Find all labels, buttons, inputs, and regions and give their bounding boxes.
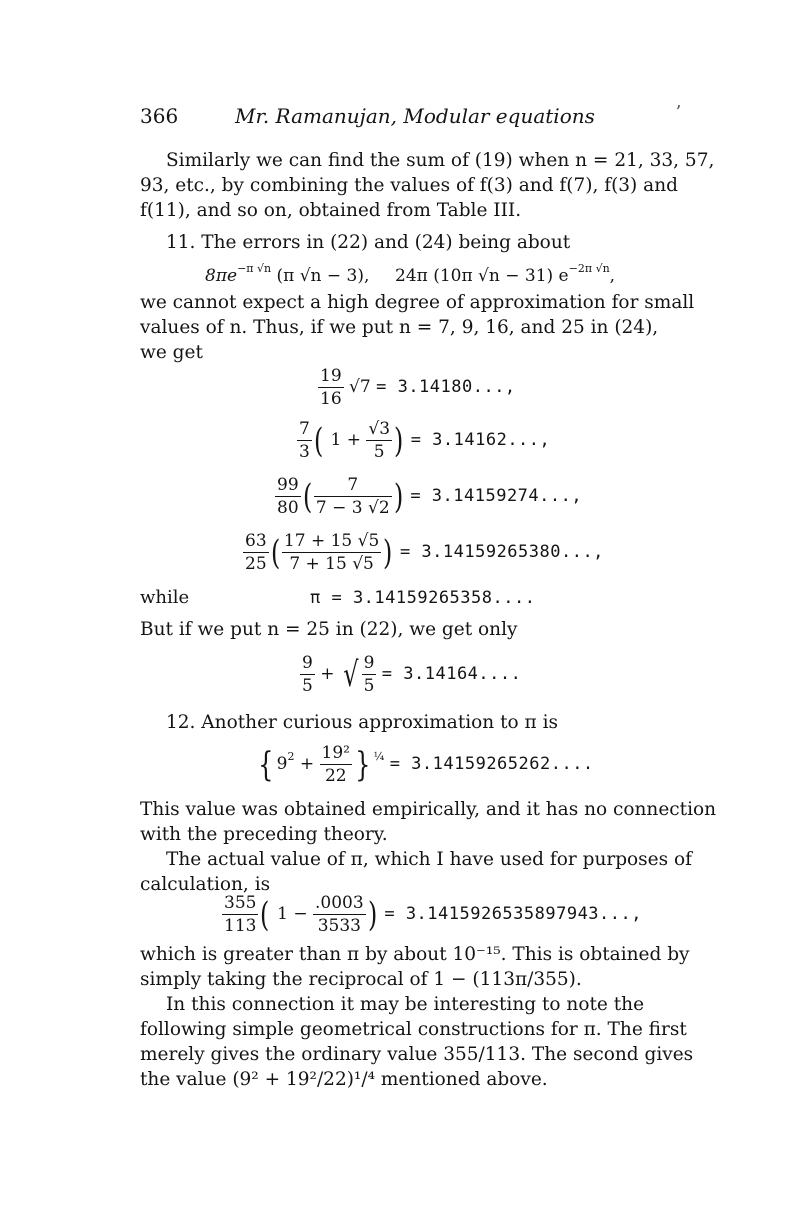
paragraph-similarly (140, 148, 715, 223)
equation-19-16-root7 (318, 365, 516, 410)
right-paren: ) (394, 420, 404, 461)
left-paren: ( (260, 894, 270, 935)
page-number: 366 (140, 104, 179, 128)
text-line: which is greater than π by about 10⁻¹⁵. This is obtained by (140, 944, 690, 965)
text-line: with the preceding theory. (140, 824, 388, 845)
text-line: calculation, is (140, 874, 271, 895)
text-line: f(11), and so on, obtained from Table III. (140, 200, 522, 221)
exponent: 2 (287, 750, 295, 763)
equation-value: = 3.14164.... (381, 664, 522, 684)
fraction: $\frac{\text{19²}}{22}$ (321, 743, 350, 786)
section-12-conclusion (140, 942, 694, 1092)
fraction: $\frac{17 + 15 √5}{7 + 15 √5}$ (283, 531, 380, 574)
margin-mark: ʼ (675, 102, 681, 123)
text-line: 93, etc., by combining the values of f(3) and f(7), f(3) and (140, 175, 678, 196)
text-line: 11. The errors in (22) and (24) being about (166, 232, 571, 253)
right-brace: } (355, 744, 371, 785)
text-line: Similarly we can find the sum of (19) when n = 21, 33, 57, (166, 150, 715, 171)
sqrt-term: √7 (349, 377, 371, 397)
equation-value: = 3.14180..., (376, 377, 516, 397)
section-11-body (140, 290, 695, 365)
left-paren: ( (302, 476, 312, 517)
text-line: But if we put n = 25 in (22), we get only (140, 619, 518, 640)
plus-sign: + (320, 664, 335, 684)
fraction: $\frac{7}{7 - 3 √2}$ (315, 475, 390, 518)
left-paren: ( (313, 420, 324, 461)
error-left-base: 8πe (205, 266, 238, 286)
error-left-tail: (π √n − 3), (276, 266, 370, 286)
fraction: $\frac{63}{25}$ (245, 531, 267, 574)
term-9: 9 (276, 754, 288, 774)
fraction: $\frac{99}{80}$ (277, 475, 299, 518)
radical-sign: √ (343, 654, 359, 695)
error-right-base: 24π (10π √n − 31) e (395, 266, 569, 286)
text-line: This value was obtained empirically, and it has no connection (140, 799, 717, 820)
error-right-exponent: −2π √n (568, 262, 610, 275)
error-right-tail: , (609, 266, 616, 286)
section-12-body (140, 797, 717, 897)
section-12-heading (140, 710, 670, 735)
term: 1 + (330, 430, 361, 450)
right-paren: ) (383, 532, 393, 573)
fraction: $\frac{19}{16}$ (320, 366, 342, 409)
text-line: we get (140, 342, 203, 363)
error-left-exponent: −π √n (237, 262, 272, 275)
equation-7-3 (297, 418, 550, 463)
equation-value: = 3.14159274..., (410, 486, 583, 506)
pi-value-line (310, 588, 535, 608)
equation-63-25 (243, 530, 604, 575)
equation-value: = 3.14162..., (410, 430, 551, 450)
right-paren: ) (367, 894, 377, 935)
text-line: simply taking the reciprocal of 1 − (113π/355). (140, 969, 582, 990)
text-line: following simple geometrical constructions for π. The first (140, 1019, 687, 1040)
fraction: $\frac{9}{5}$ (302, 653, 313, 696)
pi-value: π = 3.14159265358.... (310, 588, 536, 608)
exponent: ¼ (373, 750, 385, 763)
text-line: 12. Another curious approximation to π is (166, 712, 559, 733)
text-line: In this connection it may be interesting to note the (166, 994, 645, 1015)
fraction: $\frac{.0003}{3533}$ (315, 893, 364, 936)
running-title: Mr. Ramanujan, Modular equations (235, 104, 595, 128)
right-paren: ) (393, 476, 403, 517)
plus-sign: + (299, 754, 315, 774)
equation-value: = 3.14159265380..., (399, 542, 604, 562)
text-line: we cannot expect a high degree of approximation for small (140, 292, 695, 313)
but-line (140, 617, 670, 642)
equation-99-80 (275, 474, 582, 519)
while-label: while (140, 587, 190, 608)
left-paren: ( (270, 532, 280, 573)
text-line: The actual value of π, which I have used for purposes of (166, 849, 692, 870)
term: 1 − (277, 904, 308, 924)
error-expression-left (205, 262, 369, 286)
text-line: values of n. Thus, if we put n = 7, 9, 16, and 25 in (24), (140, 317, 659, 338)
fraction: $\frac{7}{3}$ (299, 419, 310, 462)
fraction: $\frac{√3}{5}$ (368, 419, 391, 462)
equation-value: = 3.1415926535897943..., (384, 904, 642, 924)
fraction: $\frac{355}{113}$ (224, 893, 257, 936)
equation-9-5 (300, 652, 521, 697)
equation-value: = 3.14159265262.... (389, 754, 594, 774)
text-line: the value (9² + 19²/22)¹/⁴ mentioned above. (140, 1069, 548, 1090)
section-11-heading (140, 230, 670, 255)
fraction: $\frac{9}{5}$ (363, 653, 375, 696)
equation-9sq-19sq (255, 742, 594, 787)
error-expression-right (395, 262, 615, 286)
equation-355-113 (222, 892, 642, 937)
page-header (140, 100, 680, 130)
text-line: merely gives the ordinary value 355/113. The second gives (140, 1044, 694, 1065)
left-brace: { (258, 744, 274, 785)
